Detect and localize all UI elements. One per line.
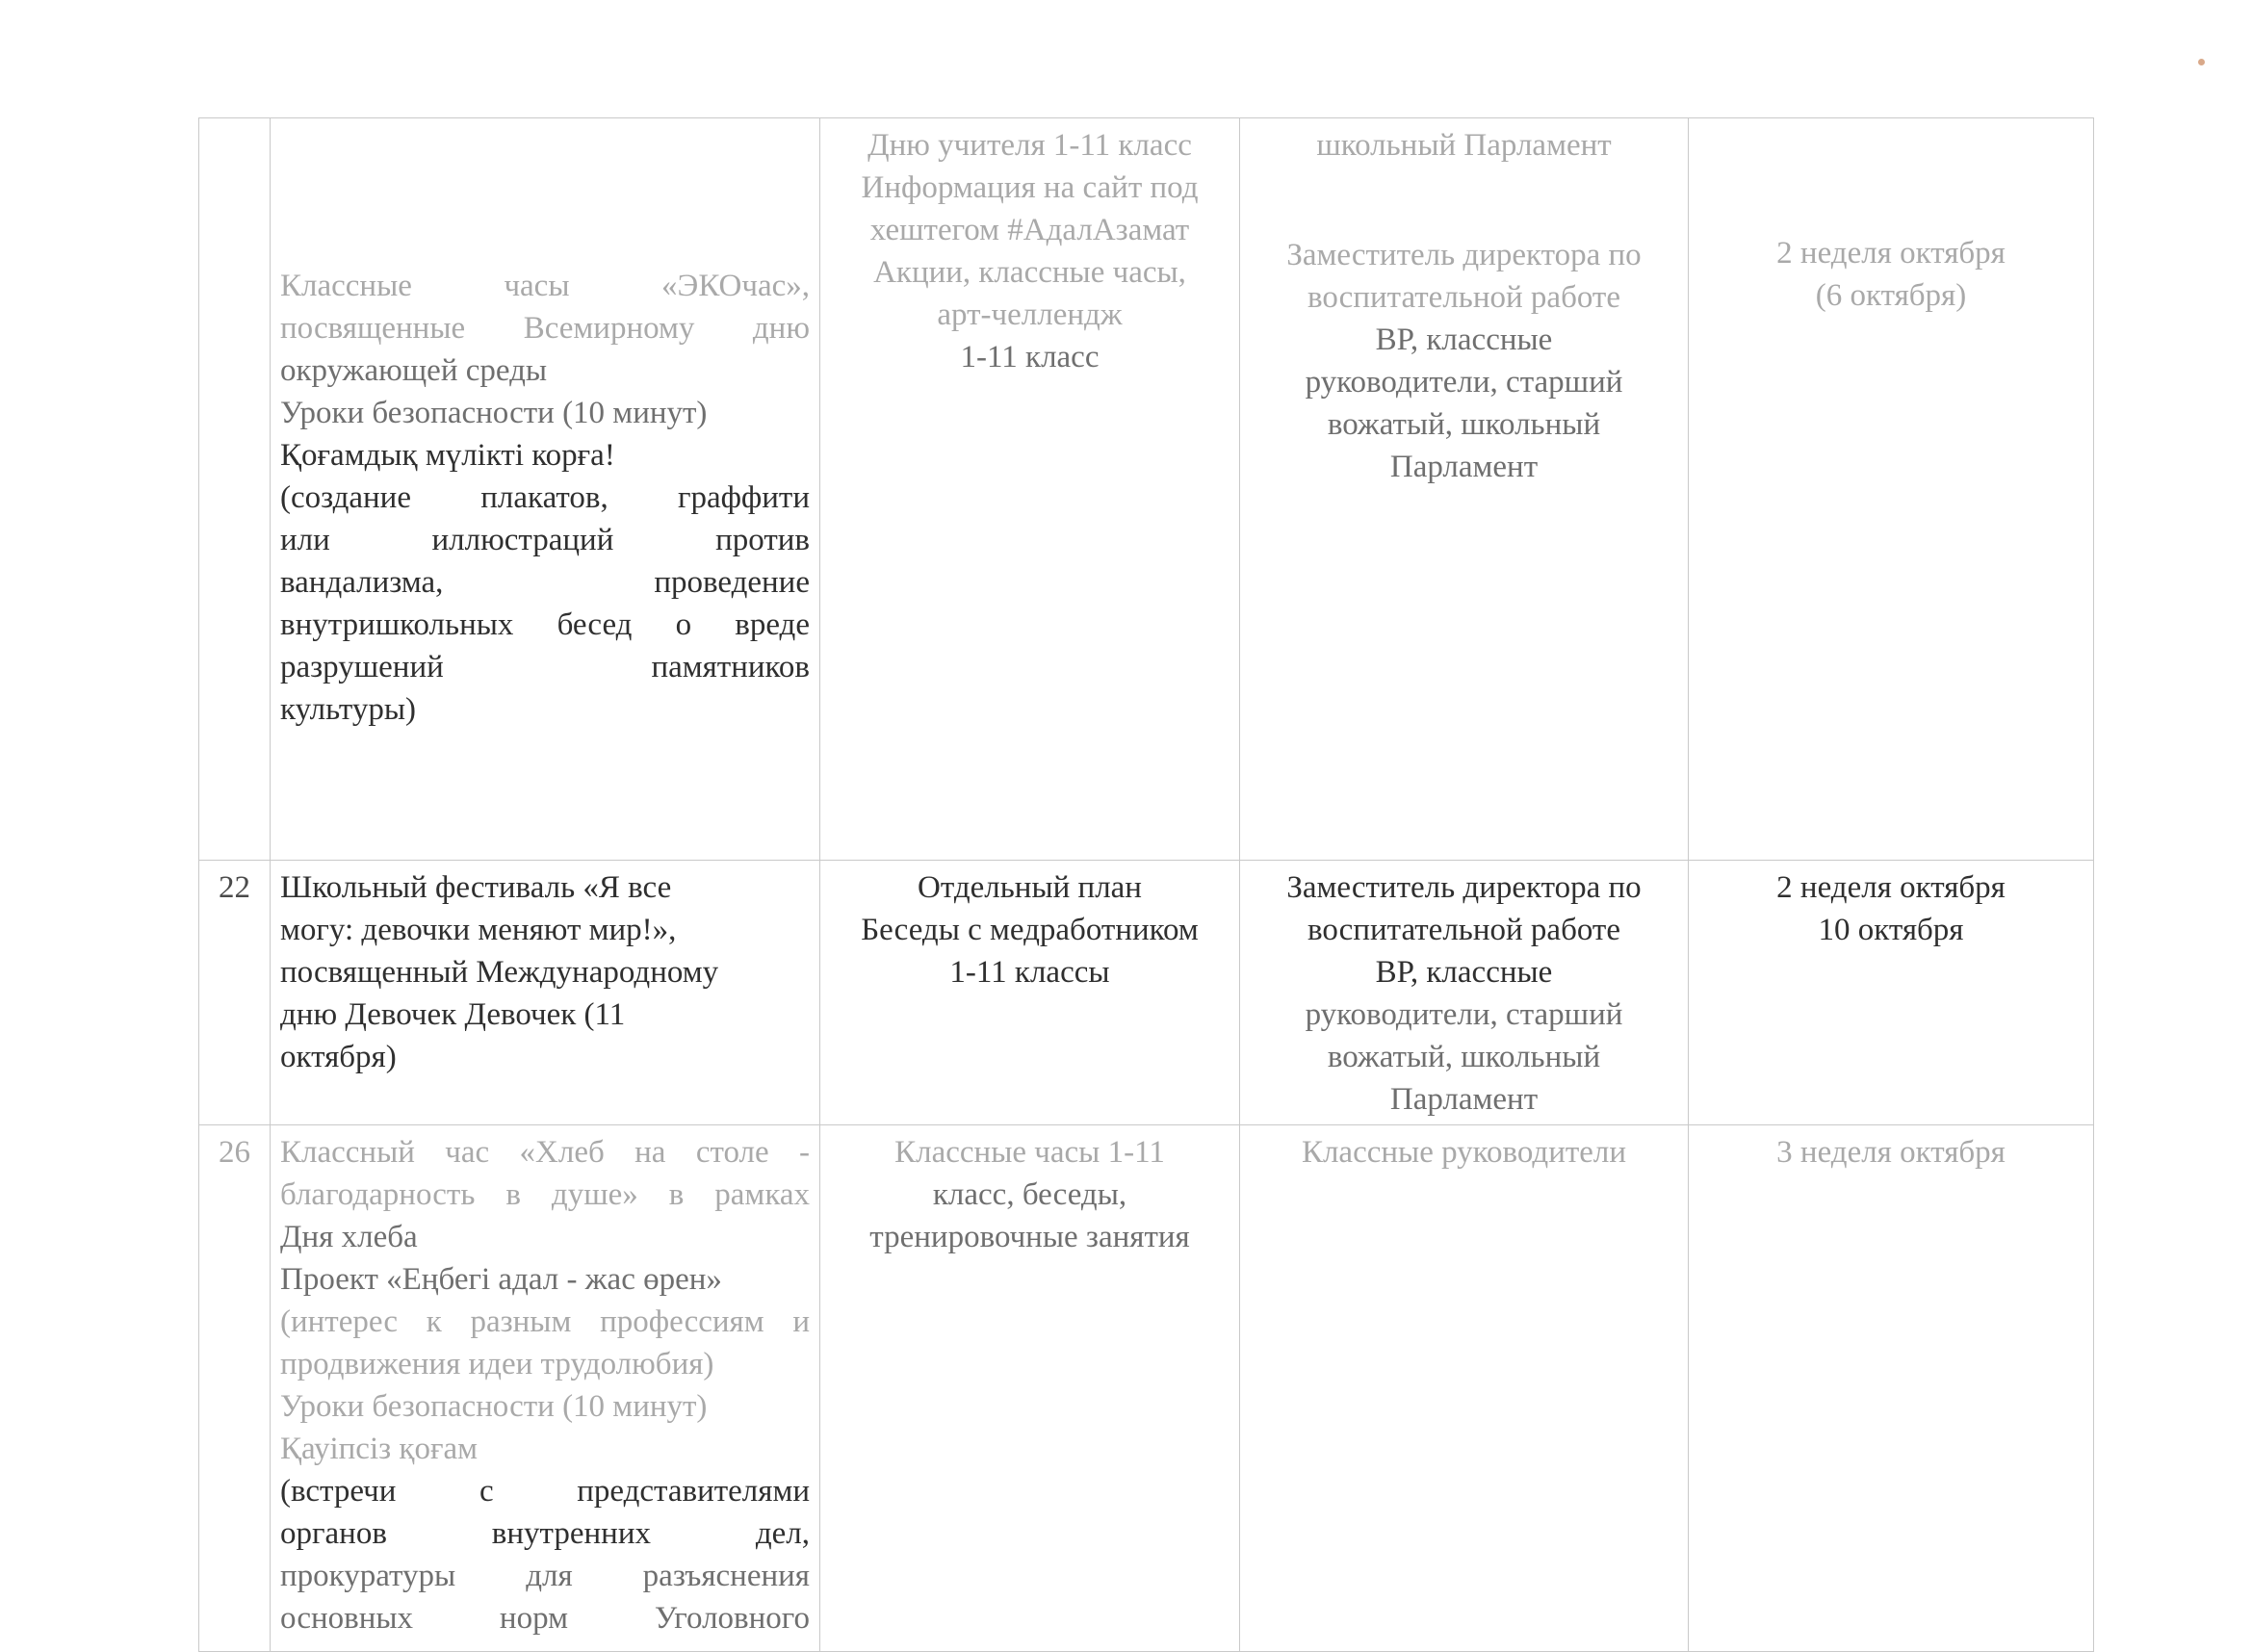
event-line: Уроки безопасности (10 минут) [280,396,708,430]
event-line: посвященный Международному [280,955,719,990]
form-line: 1-11 классы [949,955,1110,990]
resp-line: Парламент [1389,450,1539,484]
event-plan-table [198,117,2094,1652]
date-cell [1689,861,2094,1125]
event-line: могу: девочки меняют мир!», [280,913,677,947]
event-line: (создание плакатов, граффити [280,480,810,515]
event-cell [271,118,820,861]
event-line: Қоғамдық мүлікті корға! [280,438,615,473]
event-line: Школьный фестиваль «Я все [280,870,672,905]
event-line: (интерес к разным профессиям и [280,1304,810,1339]
date-cell [1689,1125,2094,1652]
date-line: 3 неделя октября [1776,1135,2006,1170]
form-line: тренировочные занятия [869,1220,1190,1254]
table-row [199,861,2094,1125]
event-line: дню Девочек Девочек (11 [280,997,626,1032]
event-line: органов внутренних дел, [280,1516,810,1551]
form-line: Информация на сайт под [861,170,1199,205]
resp-line: вожатый, школьный [1327,1040,1601,1074]
date-line: 10 октября [1818,913,1964,947]
event-line: или иллюстраций против [280,523,810,557]
event-text [280,866,810,1078]
event-line: Классные часы «ЭКОчас», [280,269,810,303]
date-cell [1689,118,2094,861]
event-line: Қауіпсіз қоғам [280,1432,479,1466]
resp-line: воспитательной работе [1307,280,1620,315]
event-line: культуры) [280,692,417,727]
resp-line: ВР, классные [1375,955,1553,990]
table-row [199,118,2094,861]
resp-line: руководители, старший [1305,997,1623,1032]
form-line: Акции, классные часы, [873,255,1186,290]
event-cell [271,1125,820,1652]
event-line: вандализма, проведение [280,565,810,600]
row-number-cell [199,118,271,861]
form-line: арт-челлендж [937,297,1123,332]
form-line: хештегом #АдалАзамат [869,213,1190,247]
table-row [199,1125,2094,1652]
event-line: основных норм Уголовного [280,1601,810,1636]
date-text [1698,1131,2084,1174]
row-number: 26 [219,1135,250,1170]
form-text [830,1131,1230,1258]
responsible-text [1250,234,1678,488]
scan-speck [2198,59,2205,65]
row-number-cell [199,1125,271,1652]
event-text [280,1131,810,1639]
resp-line: Парламент [1389,1082,1539,1117]
resp-line: вожатый, школьный [1327,407,1601,442]
event-line: Проект «Еңбегі адал - жас өрен» [280,1262,722,1297]
event-line: благодарность в душе» в рамках [280,1177,810,1212]
form-line: Беседы с медработником [861,913,1199,947]
event-line: продвижения идеи трудолюбия) [280,1347,714,1381]
form-line: Классные часы 1-11 [894,1135,1165,1170]
event-line: Классный час «Хлеб на столе - [280,1135,810,1170]
event-line: Дня хлеба [280,1220,418,1254]
event-line: октября) [280,1040,397,1074]
date-line: 2 неделя октября [1776,236,2006,271]
event-line: посвященные Всемирному дню [280,311,810,346]
resp-line: Заместитель директора по [1286,870,1642,905]
form-line: Отдельный план [918,870,1142,905]
event-line: Уроки безопасности (10 минут) [280,1389,708,1424]
resp-line: Классные руководители [1301,1135,1627,1170]
form-line: 1-11 класс [960,340,1100,374]
responsible-cell [1240,861,1689,1125]
responsible-text [1250,1131,1678,1174]
form-line: класс, беседы, [932,1177,1127,1212]
responsible-cell [1240,1125,1689,1652]
row-number-cell [199,861,271,1125]
form-cell [820,861,1240,1125]
event-line: внутришкольных бесед о вреде [280,607,810,642]
event-line: прокуратуры для разъяснения [280,1559,810,1593]
date-line: (6 октября) [1815,278,1967,313]
responsible-top-text: школьный Парламент [1316,128,1612,163]
event-line: окружающей среды [280,353,548,388]
event-line: разрушений памятников [280,650,810,684]
event-text [280,265,810,731]
date-text [1698,232,2084,317]
event-line: (встречи с представителями [280,1474,810,1509]
responsible-text [1250,866,1678,1121]
form-line: Дню учителя 1-11 класс [867,128,1192,163]
date-line: 2 неделя октября [1776,870,2006,905]
form-text [830,866,1230,994]
resp-line: Заместитель директора по [1286,238,1642,272]
event-cell [271,861,820,1125]
form-cell [820,118,1240,861]
date-text [1698,866,2084,951]
resp-line: воспитательной работе [1307,913,1620,947]
responsible-cell [1240,118,1689,861]
form-text [830,124,1230,378]
row-number: 22 [219,870,250,905]
resp-line: руководители, старший [1305,365,1623,400]
resp-line: ВР, классные [1375,323,1553,357]
form-cell [820,1125,1240,1652]
